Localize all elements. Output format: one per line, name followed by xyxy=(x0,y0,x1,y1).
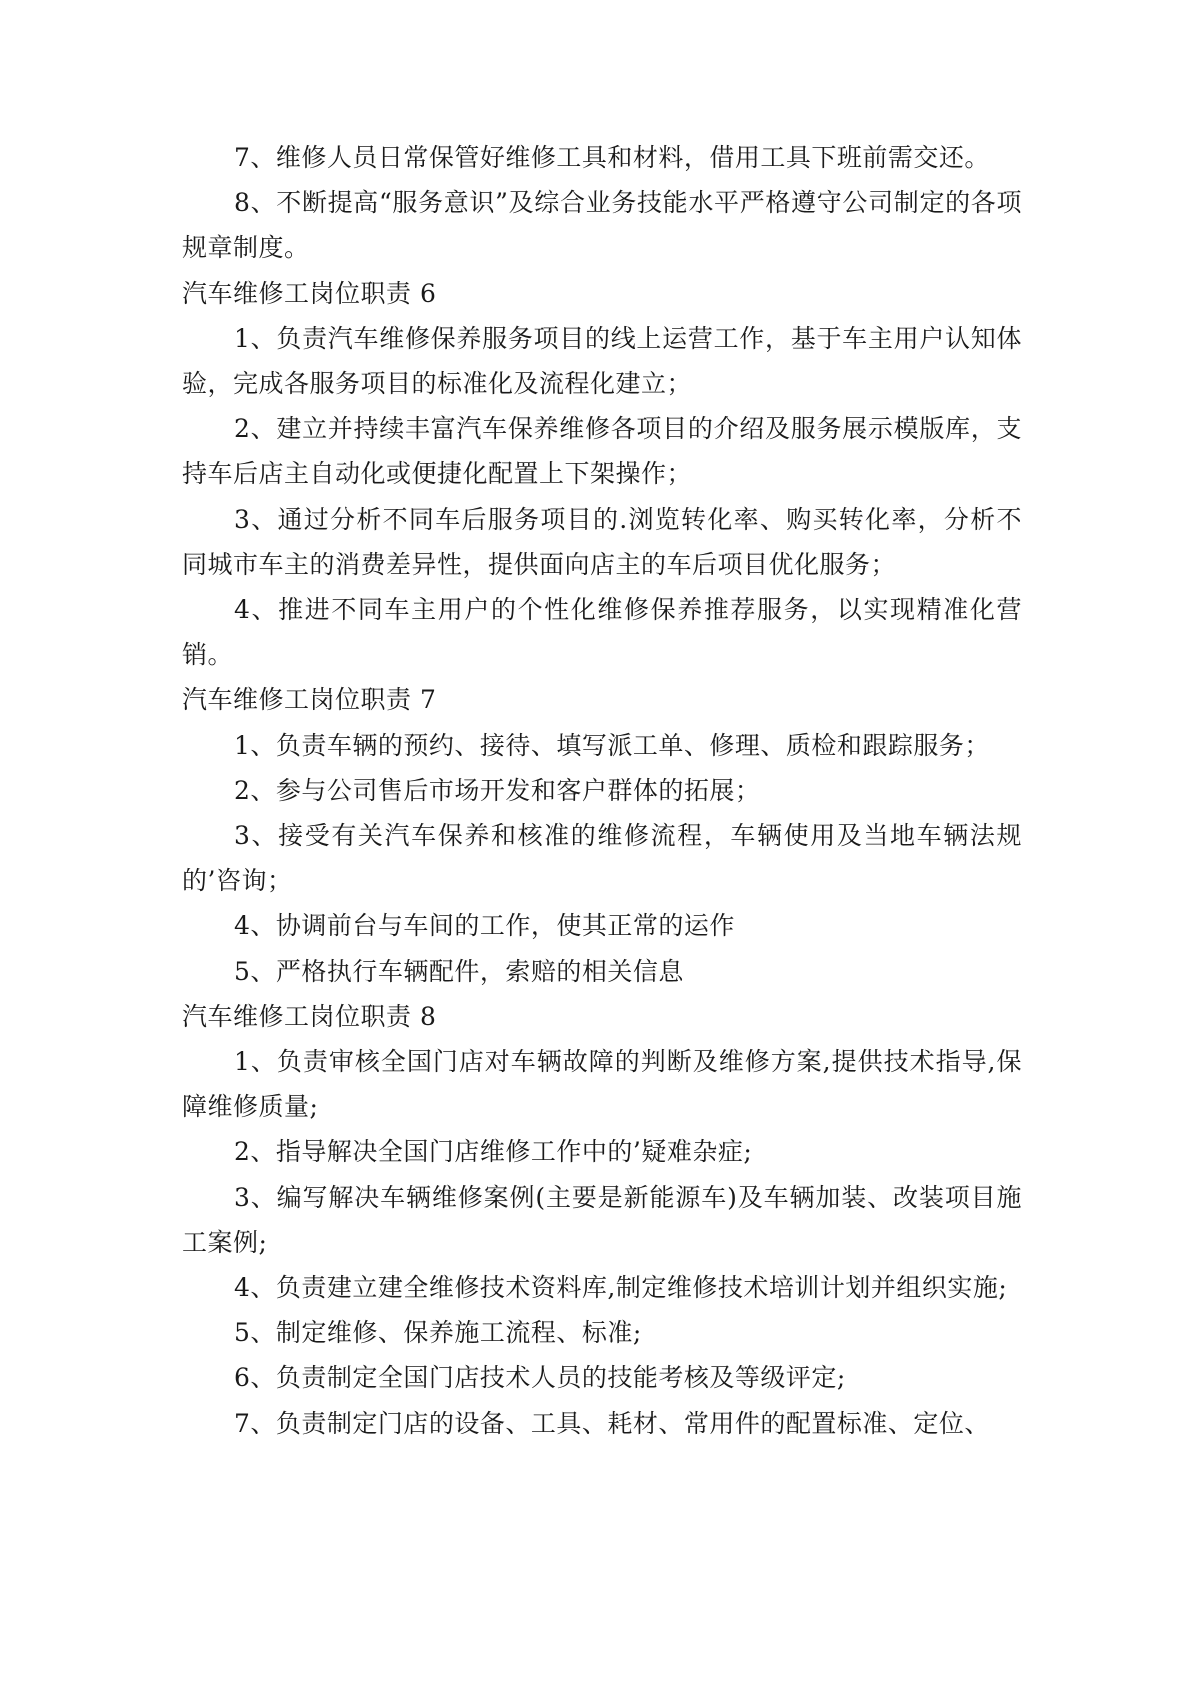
paragraph: 1、负责汽车维修保养服务项目的线上运营工作，基于车主用户认知体验，完成各服务项目的标准化及流程化建立； xyxy=(182,323,1022,399)
section-heading: 汽车维修工岗位职责 7 xyxy=(182,685,437,715)
document-body xyxy=(182,135,1022,1446)
paragraph: 4、负责建立建全维修技术资料库,制定维修技术培训计划并组织实施; xyxy=(234,1273,1008,1303)
section-heading: 汽车维修工岗位职责 8 xyxy=(182,1001,437,1031)
paragraph: 3、编写解决车辆维修案例(主要是新能源车)及车辆加装、改装项目施工案例; xyxy=(182,1182,1022,1257)
paragraph: 2、建立并持续丰富汽车保养维修各项目的介绍及服务展示模版库，支持车后店主自动化或便捷化配置上下架操作； xyxy=(182,414,1022,489)
section-heading: 汽车维修工岗位职责 6 xyxy=(182,278,437,308)
paragraph: 6、负责制定全国门店技术人员的技能考核及等级评定; xyxy=(234,1363,846,1393)
paragraph: 5、制定维修、保养施工流程、标准; xyxy=(234,1318,642,1348)
paragraph: 2、参与公司售后市场开发和客户群体的拓展； xyxy=(234,775,761,805)
paragraph: 2、指导解决全国门店维修工作中的’疑难杂症; xyxy=(234,1137,753,1167)
paragraph: 7、负责制定门店的设备、工具、耗材、常用件的配置标准、定位、 xyxy=(234,1408,990,1438)
paragraph: 3、通过分析不同车后服务项目的.浏览转化率、购买转化率，分析不同城市车主的消费差异性，提供面向店主的车后项目优化服务； xyxy=(182,504,1022,579)
paragraph: 5、严格执行车辆配件，索赔的相关信息 xyxy=(234,956,684,986)
paragraph: 7、维修人员日常保管好维修工具和材料，借用工具下班前需交还。 xyxy=(234,143,990,172)
paragraph: 3、接受有关汽车保养和核准的维修流程，车辆使用及当地车辆法规的’咨询； xyxy=(182,821,1022,896)
paragraph: 4、推进不同车主用户的个性化维修保养推荐服务，以实现精准化营销。 xyxy=(182,595,1022,670)
paragraph: 4、协调前台与车间的工作，使其正常的运作 xyxy=(234,911,735,941)
paragraph: 1、负责审核全国门店对车辆故障的判断及维修方案,提供技术指导,保障维修质量; xyxy=(182,1047,1022,1122)
paragraph: 1、负责车辆的预约、接待、填写派工单、修理、质检和跟踪服务； xyxy=(234,730,990,760)
paragraph: 8、不断提高“服务意识”及综合业务技能水平严格遵守公司制定的各项规章制度。 xyxy=(182,188,1022,263)
